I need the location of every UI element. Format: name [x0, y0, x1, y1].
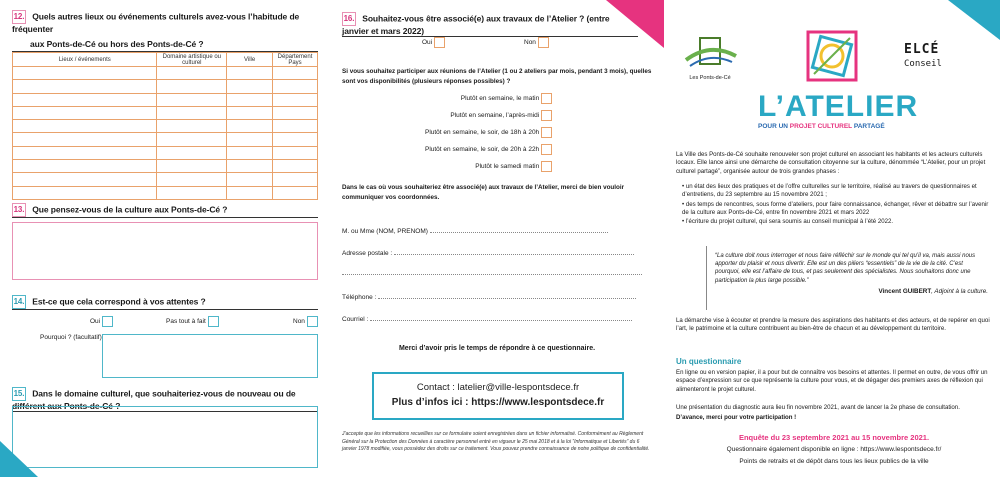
- quote-block: [706, 246, 994, 310]
- questionnaire-text: En ligne ou en version papier, il a pour but de connaître vos besoins et attentes. Il permet en outre, de vous offrir un espace d’expression sur ce que représente la culture pour vous, et de dégager des premiers axes de réflexion qui alimenteront le projet culturel.: [676, 369, 988, 393]
- elce-sub: Conseil: [904, 59, 942, 69]
- dispo-checkbox[interactable]: [541, 127, 552, 138]
- question-number: 14.: [12, 295, 26, 309]
- col-lieux: Lieux / événements: [13, 53, 157, 67]
- en-ligne-text[interactable]: Questionnaire également disponible en ligne : https://www.lespontsdece.fr/: [726, 446, 942, 453]
- question-title: Que pensez-vous de la culture aux Ponts-de-Cé ?: [32, 204, 228, 215]
- elce-logo: [904, 42, 942, 69]
- panel-presentation: [668, 0, 1000, 477]
- field-label: Téléphone :: [342, 294, 377, 301]
- dispo-checkbox[interactable]: [541, 110, 552, 121]
- option-label: Oui: [90, 318, 101, 326]
- option-label: Non: [293, 318, 305, 326]
- demarche-text: La démarche vise à écouter et prendre la mesure des aspirations des habitants et des acteurs, et de repérer en quoi l’art, le patrimoine et la culture contribuent au bien-être de chacun et au développement du territoire.: [676, 317, 990, 333]
- field-adresse-line2[interactable]: [342, 274, 642, 275]
- field-label: Courriel :: [342, 316, 369, 323]
- avance-text: D’avance, merci pour votre participation !: [676, 414, 797, 421]
- subtitle-part: PARTAGÉ: [852, 123, 885, 130]
- question-number: 15.: [12, 387, 26, 401]
- answer-box-13[interactable]: [12, 222, 318, 280]
- table-row[interactable]: [13, 120, 318, 133]
- option-non: [293, 316, 318, 327]
- quote-author: Vincent GUIBERT: [878, 287, 932, 295]
- ponts-de-ce-logo-icon: [680, 34, 740, 70]
- list-item: • un état des lieux des pratiques et de l’offre culturelles sur le territoire, réalisé au travers de questionnaires et d’entretiens, du 23 septembre au 15 novembre 2021 ;: [682, 183, 977, 199]
- question-14: [12, 295, 318, 310]
- quote-role: , Adjoint à la culture.: [931, 287, 988, 295]
- dispo-checkbox[interactable]: [541, 144, 552, 155]
- phases-list: [682, 183, 994, 226]
- table-row[interactable]: [13, 106, 318, 119]
- dispo-checkbox[interactable]: [541, 93, 552, 104]
- question-13: [12, 203, 318, 218]
- col-departement: Département Pays: [273, 53, 318, 67]
- quote-text: “La culture doit nous interroger et nous faire réfléchir sur le monde qui tel qu’il va, mais aussi nous apporter du plaisir et nous divertir. Elle est un des piliers “essentiels” de la vie de la cité. C’est pourquoi, elle est l’affaire de tous, et pas seulement des spécialistes. Nous souhaitons donc une participation la plus large possible.”: [715, 253, 976, 284]
- answer-box-14[interactable]: [102, 334, 318, 378]
- table-row[interactable]: [13, 80, 318, 93]
- merci-text: Merci d’avoir pris le temps de répondre à ce questionnaire.: [398, 345, 596, 352]
- atelier-title: L’ATELIER: [758, 90, 919, 123]
- question-title: Souhaitez-vous être associé(e) aux travaux de l’Atelier ? (entre janvier et mars 2022): [342, 13, 610, 36]
- dispo-intro: Si vous souhaitez participer aux réunions de l’Atelier (1 ou 2 ateliers par mois, pendant 3 mois), quelles sont vos disponibilités (plusieurs réponses possibles) ?: [342, 68, 652, 85]
- quote-signature: [715, 288, 988, 295]
- dispo-item: [394, 93, 552, 110]
- contact-box: [372, 372, 624, 420]
- presentation-text: Une présentation du diagnostic aura lieu fin novembre 2021, avant de lancer la 2e phase de consultation.: [676, 404, 960, 411]
- field-label: Adresse postale :: [342, 250, 393, 257]
- option-pas-tout: [166, 316, 219, 327]
- corner-triangle-decoration: [0, 441, 40, 477]
- ponts-de-ce-logo-text: Les Ponts-de-Cé: [689, 75, 731, 81]
- list-item: • l’écriture du projet culturel, qui sera soumis au conseil municipal à l’été 2022.: [682, 218, 894, 226]
- dispo-label: Plutôt en semaine, le soir, de 18h à 20h: [424, 129, 540, 137]
- dispo-item: [394, 110, 552, 127]
- atelier-subtitle: [758, 123, 928, 130]
- atelier-emblem: [804, 28, 860, 84]
- field-label: M. ou Mme (NOM, PRENOM): [342, 228, 428, 235]
- col-ville: Ville: [227, 53, 273, 67]
- pourquoi-label: Pourquoi ? (facultatif): [40, 334, 102, 341]
- dispo-label: Plutôt en semaine, le matin: [460, 95, 540, 103]
- dispo-label: Plutôt en semaine, l’après-midi: [450, 112, 540, 120]
- option-non: [524, 37, 549, 48]
- phase-text: l’écriture du projet culturel, qui sera soumis au conseil municipal à l’été 2022.: [685, 218, 894, 226]
- lieux-table: [12, 52, 318, 200]
- option-oui: [422, 37, 445, 48]
- contact-email[interactable]: Contact : latelier@ville-lespontsdece.fr: [416, 382, 580, 393]
- question-title: Dans le domaine culturel, que souhaiteriez-vous de nouveau ou de différent aux Ponts-de-Cé ?: [12, 388, 296, 411]
- field-courriel: [342, 316, 642, 323]
- option-oui: [90, 316, 113, 327]
- dispo-checkbox[interactable]: [541, 161, 552, 172]
- dispo-item: [394, 144, 552, 161]
- option-label: Oui: [422, 39, 433, 47]
- legal-text: J’accepte que les informations recueillies sur ce formulaire soient enregistrées dans un fichier informatisé. Conformément au Règlement Général sur la Protection des Données à caractère personnel entré en vigueur le 25 mai 2018 et à la loi “Informatique et Libertés” du 6 janvier 1978 modifiée, vous possédez des droits sur ce traitement. Vous pouvez prendre connaissance de notre politique de confidentialité.: [342, 431, 650, 452]
- panel-question-16-contact: [334, 0, 664, 477]
- answer-box-15[interactable]: [12, 406, 318, 468]
- question-title: Quels autres lieux ou événements culturels avez-vous l’habitude de fréquenter: [12, 11, 300, 34]
- table-row[interactable]: [13, 160, 318, 173]
- table-row[interactable]: [13, 67, 318, 80]
- question-title: Est-ce que cela correspond à vos attentes ?: [32, 296, 206, 307]
- question-number: 12.: [12, 10, 26, 24]
- corner-triangle-decoration: [948, 0, 1000, 40]
- checkbox-pas-tout[interactable]: [208, 316, 219, 327]
- dispo-item: [394, 161, 552, 178]
- dispo-label: Plutôt en semaine, le soir, de 20h à 22h: [424, 146, 540, 154]
- atelier-title-block: [758, 92, 928, 130]
- field-input[interactable]: [370, 320, 632, 321]
- questionnaire-title: Un questionnaire: [676, 357, 742, 366]
- table-row[interactable]: [13, 93, 318, 106]
- field-nom: [342, 228, 642, 235]
- checkbox-non[interactable]: [538, 37, 549, 48]
- col-domaine: Domaine artistique ou culturel: [157, 53, 227, 67]
- table-row[interactable]: [13, 146, 318, 159]
- table-row[interactable]: [13, 173, 318, 186]
- enquete-dates: Enquête du 23 septembre 2021 au 15 novembre 2021.: [738, 433, 930, 442]
- checkbox-oui[interactable]: [434, 37, 445, 48]
- question-title-cont: aux Ponts-de-Cé ou hors des Ponts-de-Cé ?: [12, 39, 318, 52]
- checkbox-oui[interactable]: [102, 316, 113, 327]
- field-telephone: [342, 294, 642, 301]
- points-text: Points de retraits et de dépôt dans tous les lieux publics de la ville: [739, 458, 929, 465]
- phase-text: un état des lieux des pratiques et de l’offre culturelles sur le territoire, réalisé au travers de questionnaires et d’entretiens, du 23 septembre au 15 novembre 2021 ;: [682, 183, 977, 199]
- option-label: Non: [524, 39, 536, 47]
- field-input[interactable]: [394, 254, 634, 255]
- table-row[interactable]: [13, 186, 318, 199]
- elce-name: ELCÉ: [904, 42, 940, 57]
- field-input[interactable]: [430, 232, 608, 233]
- question-number: 13.: [12, 203, 26, 217]
- panel-questions-12-15: [0, 0, 326, 477]
- subtitle-part: POUR UN: [758, 123, 790, 130]
- intro-text: La Ville des Ponts-de-Cé souhaite renouveler son projet culturel en associant les habitants et les acteurs culturels locaux. Elle lance ainsi une démarche de consultation citoyenne sur la culture, dénommée “L’Atelier, pour un projet culturel partagé”, organisée autour de trois grandes phases :: [676, 151, 986, 175]
- question-number: 16.: [342, 12, 356, 26]
- dispo-item: [394, 127, 552, 144]
- infos-link[interactable]: Plus d’infos ici : https://www.lespontsdece.fr: [391, 397, 605, 408]
- table-row[interactable]: [13, 133, 318, 146]
- list-item: • des temps de rencontres, sous forme d’ateliers, pour faire connaissance, échanger, rêver et débattre sur l’avenir de la culture aux Ponts-de-Cé, entre fin novembre 2021 et mars 2022: [682, 200, 989, 216]
- question-12: [12, 10, 318, 52]
- subtitle-highlight: PROJET CULTUREL: [789, 123, 853, 130]
- question-16: [342, 12, 638, 37]
- option-label: Pas tout à fait: [166, 318, 206, 326]
- field-adresse: [342, 250, 642, 257]
- ponts-de-ce-logo: [680, 34, 740, 80]
- dispo-list: [394, 93, 552, 178]
- dispo-label: Plutôt le samedi matin: [475, 163, 540, 171]
- field-input[interactable]: [378, 298, 636, 299]
- phase-text: des temps de rencontres, sous forme d’ateliers, pour faire connaissance, échanger, rêver et débattre sur l’avenir de la culture aux Ponts-de-Cé, entre fin novembre 2021 et mars 2022: [682, 200, 989, 216]
- coord-intro: Dans le cas où vous souhaiteriez être associé(e) aux travaux de l’Atelier, merci de bien vouloir communiquer vos coordonnées.: [342, 184, 625, 201]
- checkbox-non[interactable]: [307, 316, 318, 327]
- atelier-emblem-icon: [804, 28, 860, 84]
